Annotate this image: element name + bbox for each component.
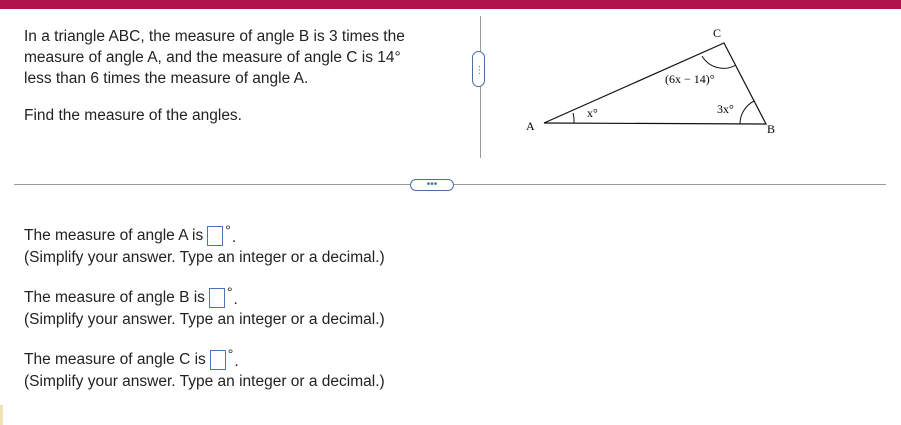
angle-a-input[interactable]: [207, 226, 223, 246]
horizontal-resize-handle[interactable]: [410, 179, 454, 191]
angle-a-label: x°: [587, 106, 598, 120]
answer-hint: (Simplify your answer. Type an integer or a decimal.): [24, 373, 385, 390]
answer-prompt: The measure of angle C is: [24, 351, 206, 368]
degree-symbol: °: [227, 346, 234, 362]
answer-section: [24, 222, 385, 411]
problem-line: In a triangle ABC, the measure of angle B is 3 times the: [24, 28, 405, 45]
answer-prompt: The measure of angle B is: [24, 289, 205, 306]
answer-prompt: The measure of angle A is: [24, 227, 204, 244]
angle-b-label: 3x°: [717, 102, 734, 116]
answer-angle-a: [24, 222, 385, 269]
degree-symbol: °: [225, 222, 231, 238]
answer-angle-b: [24, 284, 385, 331]
problem-statement: [24, 26, 444, 126]
angle-b-arc: [740, 101, 754, 124]
vertex-b-label: B: [767, 122, 776, 136]
degree-symbol: °: [226, 284, 233, 300]
angle-a-arc: [573, 113, 574, 123]
angle-c-label: (6x − 14)°: [665, 72, 715, 86]
answer-hint: (Simplify your answer. Type an integer or a decimal.): [24, 311, 385, 328]
top-accent-bar: [0, 0, 901, 9]
vertex-a-label: A: [526, 119, 535, 133]
answer-angle-c: [24, 346, 385, 393]
vertex-c-label: C: [713, 26, 722, 40]
ellipsis-icon: ⋯: [473, 64, 485, 74]
period: .: [233, 291, 238, 308]
problem-line: less than 6 times the measure of angle A.: [24, 70, 309, 87]
angle-c-input[interactable]: [210, 350, 226, 370]
triangle-diagram: [516, 18, 786, 146]
vertical-resize-handle[interactable]: [472, 51, 485, 87]
answer-hint: (Simplify your answer. Type an integer or a decimal.): [24, 249, 385, 266]
left-edge-marker: [0, 405, 3, 425]
vertical-divider: [480, 16, 481, 158]
ellipsis-icon: •••: [426, 179, 438, 190]
period: .: [234, 353, 239, 370]
problem-line: measure of angle A, and the measure of angle C is 14°: [24, 49, 401, 66]
angle-b-input[interactable]: [209, 288, 225, 308]
angle-c-arc: [702, 56, 736, 68]
period: .: [231, 229, 237, 246]
problem-instruction: Find the measure of the angles.: [24, 107, 242, 124]
